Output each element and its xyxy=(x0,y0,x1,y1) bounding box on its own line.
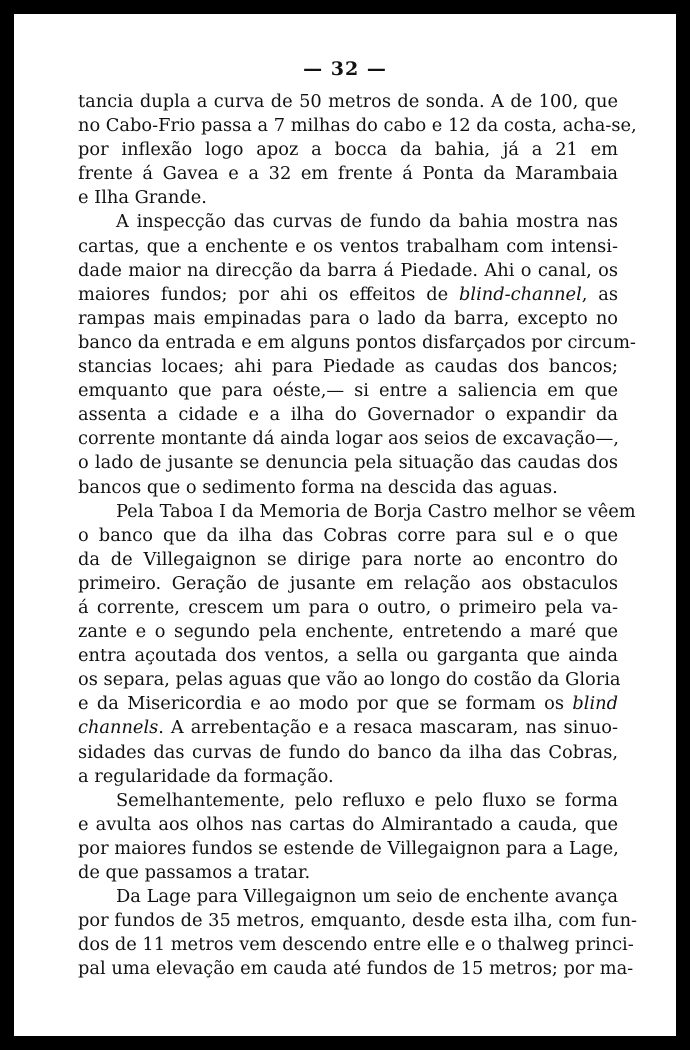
text-line: e avulta aos olhos nas cartas do Almirantado a cauda, que xyxy=(78,813,618,835)
text-line: por inflexão logo apoz a bocca da bahia, já a 21 em xyxy=(78,139,618,161)
text-line: da de Villegaignon se dirige para norte ao encontro do xyxy=(78,548,618,570)
text-line: stancias locaes; ahi para Piedade as caudas dos bancos; xyxy=(78,356,618,378)
text-line: assenta a cidade e a ilha do Governador o expandir da xyxy=(78,404,618,426)
text-line: no Cabo-Frio passa a 7 milhas do cabo e 12 da costa, acha-se, xyxy=(78,115,637,137)
text-line: dade maior na direcção da barra á Piedade. Ahi o canal, os xyxy=(78,259,618,281)
text-line: á corrente, crescem um para o outro, o primeiro pela va- xyxy=(78,596,618,618)
text-line: os separa, pelas aguas que vão ao longo do costão da Gloria xyxy=(78,669,621,691)
body-text xyxy=(78,90,638,981)
text-line: primeiro. Geração de jusante em relação aos obstaculos xyxy=(78,572,618,594)
text-line: de que passamos a tratar. xyxy=(78,862,311,883)
text-line: por maiores fundos se estende de Villegaignon para a Lage, xyxy=(78,837,619,859)
text-line: rampas mais empinadas para o lado da barra, excepto no xyxy=(78,307,618,329)
text-line: dos de 11 metros vem descendo entre elle e o thalweg princi- xyxy=(78,934,634,956)
text-line: zante e o segundo pela enchente, entretendo a maré que xyxy=(78,621,618,643)
text-line: entra açoutada dos ventos, a sella ou garganta que ainda xyxy=(78,645,618,667)
text-line: cartas, que a enchente e os ventos trabalham com intensi- xyxy=(78,235,618,257)
text-line: o lado de jusante se denuncia pela situação das caudas dos xyxy=(78,452,618,474)
text-line: o banco que da ilha das Cobras corre para sul e o que xyxy=(78,524,618,546)
text-line: e Ilha Grande. xyxy=(78,187,207,209)
text-line: por fundos de 35 metros, emquanto, desde esta ilha, com fun- xyxy=(78,910,638,932)
text-line: a regularidade da formação. xyxy=(78,765,334,787)
text-line: sidades das curvas de fundo do banco da ilha das Cobras, xyxy=(78,741,618,763)
text-line: A inspecção das curvas de fundo da bahia mostra nas xyxy=(116,211,618,233)
text-line: bancos que o sedimento forma na descida das aguas. xyxy=(78,476,558,498)
text-line: e da Misericordia e ao modo por que se formam os blind xyxy=(78,693,618,715)
text-line: emquanto que para oéste,— si entre a saliencia em que xyxy=(78,380,618,402)
text-line: corrente montante dá ainda logar aos seios de excavação—, xyxy=(78,428,619,450)
text-line: Da Lage para Villegaignon um seio de enchente avança xyxy=(116,886,618,908)
text-line: banco da entrada e em alguns pontos disfarçados por circum- xyxy=(78,331,636,353)
text-line: Semelhantemente, pelo refluxo e pelo fluxo se forma xyxy=(116,789,618,811)
text-line: maiores fundos; por ahi os effeitos de blind-channel, as xyxy=(78,283,618,305)
page-number: — 32 — xyxy=(303,58,387,80)
text-line: channels. A arrebentação e a resaca mascaram, nas sinuo- xyxy=(78,717,618,739)
document-page xyxy=(14,14,676,1036)
text-line: frente á Gavea e a 32 em frente á Ponta da Marambaia xyxy=(78,163,618,185)
text-line: tancia dupla a curva de 50 metros de sonda. A de 100, que xyxy=(78,91,618,112)
text-line: pal uma elevação em cauda até fundos de 15 metros; por ma- xyxy=(78,958,634,980)
text-line: Pela Taboa I da Memoria de Borja Castro melhor se vêem xyxy=(116,500,636,522)
